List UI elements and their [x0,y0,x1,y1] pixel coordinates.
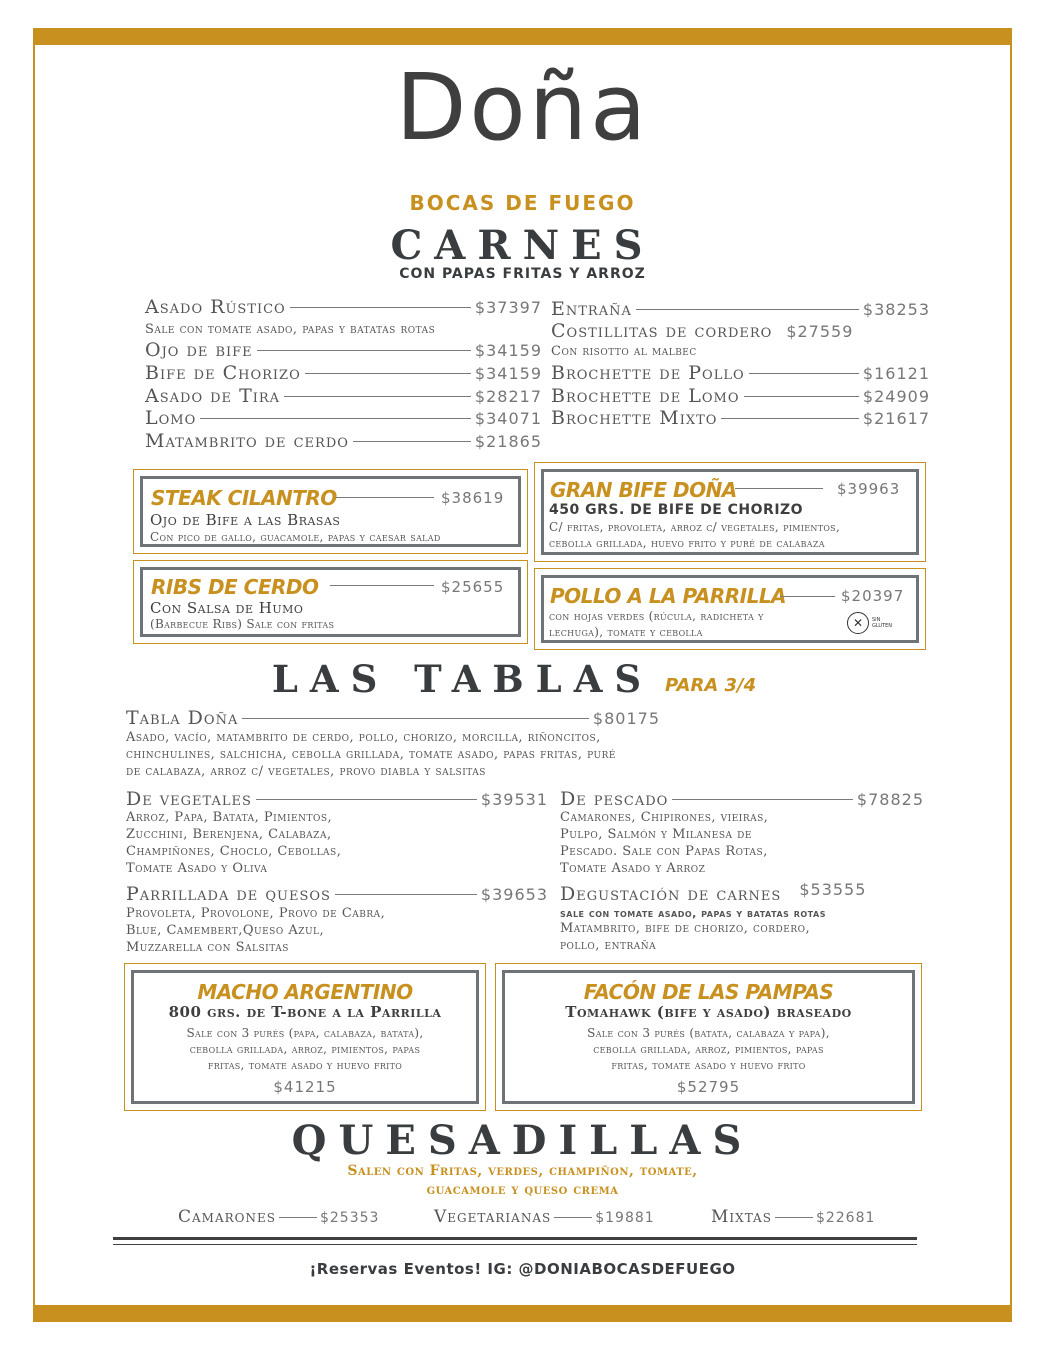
menu-item [145,385,542,407]
item-name: Vegetarianas [434,1207,552,1227]
item-price: $39653 [480,885,548,904]
carnes-subtitle: CON PAPAS FRITAS Y ARROZ [399,266,646,282]
menu-item [434,1207,655,1227]
item-price: $21865 [474,432,542,451]
item-name: Matambrito de cerdo [145,430,349,452]
item-name: De pescado [560,788,669,810]
quesadillas-subtitle: guacamole y queso crema [426,1182,619,1198]
brand-tagline: BOCAS DE FUEGO [409,191,636,215]
special-title: GRAN BIFE DOÑA [550,478,737,502]
menu-item [145,362,542,384]
item-name: Entraña [551,298,632,320]
item-price: $19881 [595,1210,655,1226]
menu-item [126,788,548,810]
item-price: $34159 [474,364,542,383]
divider [113,1244,917,1245]
item-price: $37397 [474,298,542,317]
special-description: (Barbecue Ribs) Sale con fritas [150,617,335,631]
item-price: $25353 [319,1210,380,1226]
item-name: Brochette Mixto [551,407,718,429]
menu-item [126,883,548,905]
item-name: Camarones [178,1207,276,1227]
special-title: RIBS DE CERDO [151,575,319,599]
gluten-free-icon: ✕ [847,612,869,634]
special-title: MACHO ARGENTINO [197,980,413,1004]
menu-item [145,296,542,318]
special-subtitle: Con Salsa de Humo [150,599,304,617]
item-price: $53555 [799,880,867,899]
item-name: Degustación de carnes [560,883,782,905]
item-name: Mixtas [711,1207,772,1227]
menu-item [145,339,542,361]
special-description: lechuga), tomate y cebolla [549,625,703,639]
item-price: $24909 [862,387,930,406]
special-price: $52795 [676,1078,741,1096]
menu-item [126,707,660,729]
item-name: De vegetales [126,788,252,810]
special-price: $25655 [441,578,505,596]
item-price: $22681 [815,1210,876,1226]
special-description: Sale con 3 purés (papa, calabaza, batata), cebolla grillada, arroz, pimientos, papas fritas, tomate asado y huevo frito [186,1026,424,1072]
item-description: Arroz, Papa, Batata, Pimientos, Zucchini, Berenjena, Calabaza, Champiñones, Choclo, Cebollas, Tomate Asado y Oliva [126,810,342,876]
special-description: C/ fritas, provoleta, arroz c/ vegetales, pimientos, [549,520,841,534]
special-price: $20397 [841,587,905,605]
special-description: con hojas verdes (rúcula, radicheta y [549,609,764,623]
special-description: cebolla grillada, huevo frito y puré de calabaza [549,536,825,550]
item-name: Asado Rústico [145,296,286,318]
brand-name: Doña [395,54,650,161]
special-subtitle: 800 grs. de T-bone a la Parrilla [168,1003,442,1021]
item-name: Asado de Tira [145,385,281,407]
special-subtitle: 450 GRS. DE BIFE DE CHORIZO [549,502,804,518]
menu-item [145,430,542,452]
item-price: $16121 [862,364,930,383]
item-description: Camarones, Chipirones, vieiras, Pulpo, Salmón y Milanesa de Pescado. Sale con Papas Rotas, Tomate Asado y Arroz [560,810,769,876]
special-title: POLLO A LA PARRILLA [550,584,787,608]
quesadillas-subtitle: Salen con Fritas, verdes, champiñon, tomate, [347,1163,698,1179]
item-name: Brochette de Pollo [551,362,745,384]
menu-item [551,320,930,342]
menu-item [560,788,924,810]
gluten-free-badge: ✕ SIN GLUTEN [847,612,894,634]
special-description: Sale con 3 purés (batata, calabaza y papa), cebolla grillada, arroz, pimientos, papas fritas, tomate asado y huevo frito [587,1026,830,1072]
menu-item [711,1207,875,1227]
menu-item [551,407,930,429]
menu-item [145,407,542,429]
menu-item [551,385,930,407]
item-price: $28217 [474,387,542,406]
item-name: Bife de Chorizo [145,362,301,384]
menu-item [551,298,930,320]
item-price: $39531 [480,790,548,809]
special-price: $39963 [837,480,901,498]
menu-item [178,1207,379,1227]
item-description-bold: sale con tomate asado, papas y batatas rotas [560,907,826,920]
special-price: $41215 [273,1078,337,1096]
item-description: Con risotto al malbec [551,344,697,359]
special-title: FACÓN DE LAS PAMPAS [583,980,834,1004]
special-price: $38619 [441,489,505,507]
menu-item [560,880,924,905]
item-description: Asado, vacío, matambrito de cerdo, pollo, chorizo, morcilla, riñoncitos, chinchulines, salchicha, cebolla grillada, tomate asado, papas fritas, puré de calabaza, arroz c/ vegetales, provo diabla y salsitas [126,730,616,779]
special-title: STEAK CILANTRO [151,486,337,510]
item-description: Sale con tomate asado, papas y batatas rotas [145,322,436,337]
special-description: Con pico de gallo, guacamole, papas y caesar salad [150,530,441,544]
item-price: $21617 [862,409,930,428]
tablas-para: PARA 3/4 [665,675,757,696]
special-subtitle: Ojo de Bife a las Brasas [150,511,341,529]
item-price: $80175 [592,709,660,728]
menu-item [551,362,930,384]
item-name: Ojo de bife [145,339,253,361]
item-price: $34071 [474,409,542,428]
tablas-title: LAS TABLAS [271,657,654,701]
item-price: $38253 [862,300,930,319]
quesadillas-title: QUESADILLAS [291,1117,754,1164]
carnes-title: CARNES [390,222,655,269]
item-name: Lomo [145,407,197,429]
item-description: Matambrito, bife de chorizo, cordero, pollo, entraña [560,921,811,953]
item-name: Costillitas de cordero [551,320,773,342]
footer-instagram: ¡Reservas Eventos! IG: @DONIABOCASDEFUEGO [309,1260,736,1278]
item-name: Tabla Doña [126,707,239,729]
item-price: $34159 [474,341,542,360]
special-subtitle: Tomahawk (bife y asado) braseado [565,1003,852,1021]
item-price: $27559 [786,322,854,341]
item-name: Parrillada de quesos [126,883,331,905]
divider [113,1237,917,1240]
item-description: Provoleta, Provolone, Provo de Cabra, Blue, Camembert,Queso Azul, Muzzarella con Salsitas [126,906,386,955]
item-name: Brochette de Lomo [551,385,740,407]
item-price: $78825 [856,790,924,809]
